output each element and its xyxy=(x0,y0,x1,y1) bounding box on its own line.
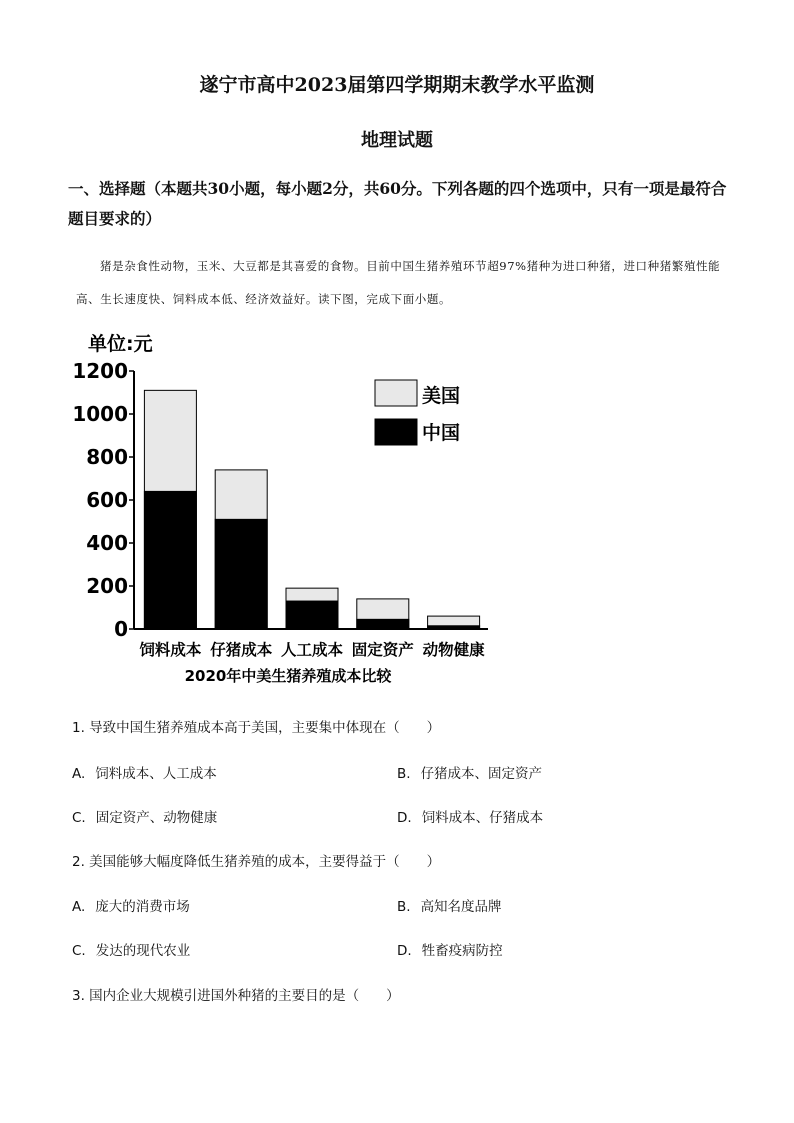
x-tick-label: 仔猪成本 xyxy=(210,641,273,659)
intro-paragraph: 猪是杂食性动物，玉米、大豆都是其喜爱的食物。目前中国生猪养殖环节超97%猪种为进口种猪，进口种猪繁殖性能高、生长速度快、饲料成本低、经济效益好。读下图，完成下面小题。 xyxy=(76,259,721,306)
x-tick-label: 饲料成本 xyxy=(139,641,202,659)
q2-option-a[interactable]: A. 庞大的消费市场 xyxy=(72,899,190,915)
chart-unit-label: 单位:元 xyxy=(88,333,153,355)
y-tick-label: 800 xyxy=(86,445,128,469)
x-tick-label: 动物健康 xyxy=(422,641,485,659)
section-heading: 一、选择题（本题共30小题，每小题2分，共60分。下列各题的四个选项中，只有一项是最符合题目要求的） xyxy=(68,179,727,228)
bar-cn-2 xyxy=(215,519,267,629)
y-tick-label: 400 xyxy=(86,531,128,555)
exam-title: 遂宁市高中2023届第四学期期末教学水平监测 xyxy=(199,74,595,96)
chart-legend xyxy=(375,380,460,445)
legend-label-us: 美国 xyxy=(422,385,461,407)
bar-cn-5 xyxy=(428,626,480,629)
question-2-stem: 2. 美国能够大幅度降低生猪养殖的成本，主要得益于（ ） xyxy=(72,854,441,870)
y-tick-label: 600 xyxy=(86,488,128,512)
q2-option-c[interactable]: C. 发达的现代农业 xyxy=(72,943,191,959)
legend-swatch-cn xyxy=(375,419,417,445)
question-3-stem: 3. 国内企业大规模引进国外种猪的主要目的是（ ） xyxy=(72,988,400,1004)
chart-title: 2020年中美生猪养殖成本比较 xyxy=(184,667,392,685)
x-tick-label: 固定资产 xyxy=(351,641,414,659)
legend-swatch-us xyxy=(375,380,417,406)
cost-chart xyxy=(72,325,498,695)
y-tick-label: 200 xyxy=(86,574,128,598)
exam-subtitle: 地理试题 xyxy=(361,130,433,151)
y-tick-label: 0 xyxy=(114,617,128,641)
x-axis-labels xyxy=(139,640,485,659)
x-tick-label: 人工成本 xyxy=(280,641,344,659)
y-tick-label: 1200 xyxy=(72,359,128,383)
q2-option-b[interactable]: B. 高知名度品牌 xyxy=(397,899,502,915)
question-1-stem: 1. 导致中国生猪养殖成本高于美国，主要集中体现在（ ） xyxy=(72,720,441,736)
q2-option-d[interactable]: D. 牲畜疫病防控 xyxy=(397,943,503,959)
bar-cn-4 xyxy=(357,619,409,629)
bar-cn-3 xyxy=(286,601,338,629)
q1-option-c[interactable]: C. 固定资产、动物健康 xyxy=(72,810,218,826)
q1-option-b[interactable]: B. 仔猪成本、固定资产 xyxy=(397,766,543,782)
q1-option-a[interactable]: A. 饲料成本、人工成本 xyxy=(72,766,217,782)
q1-option-d[interactable]: D. 饲料成本、仔猪成本 xyxy=(397,810,544,826)
legend-label-cn: 中国 xyxy=(422,422,461,444)
bar-cn-1 xyxy=(144,491,196,629)
y-tick-label: 1000 xyxy=(72,402,128,426)
